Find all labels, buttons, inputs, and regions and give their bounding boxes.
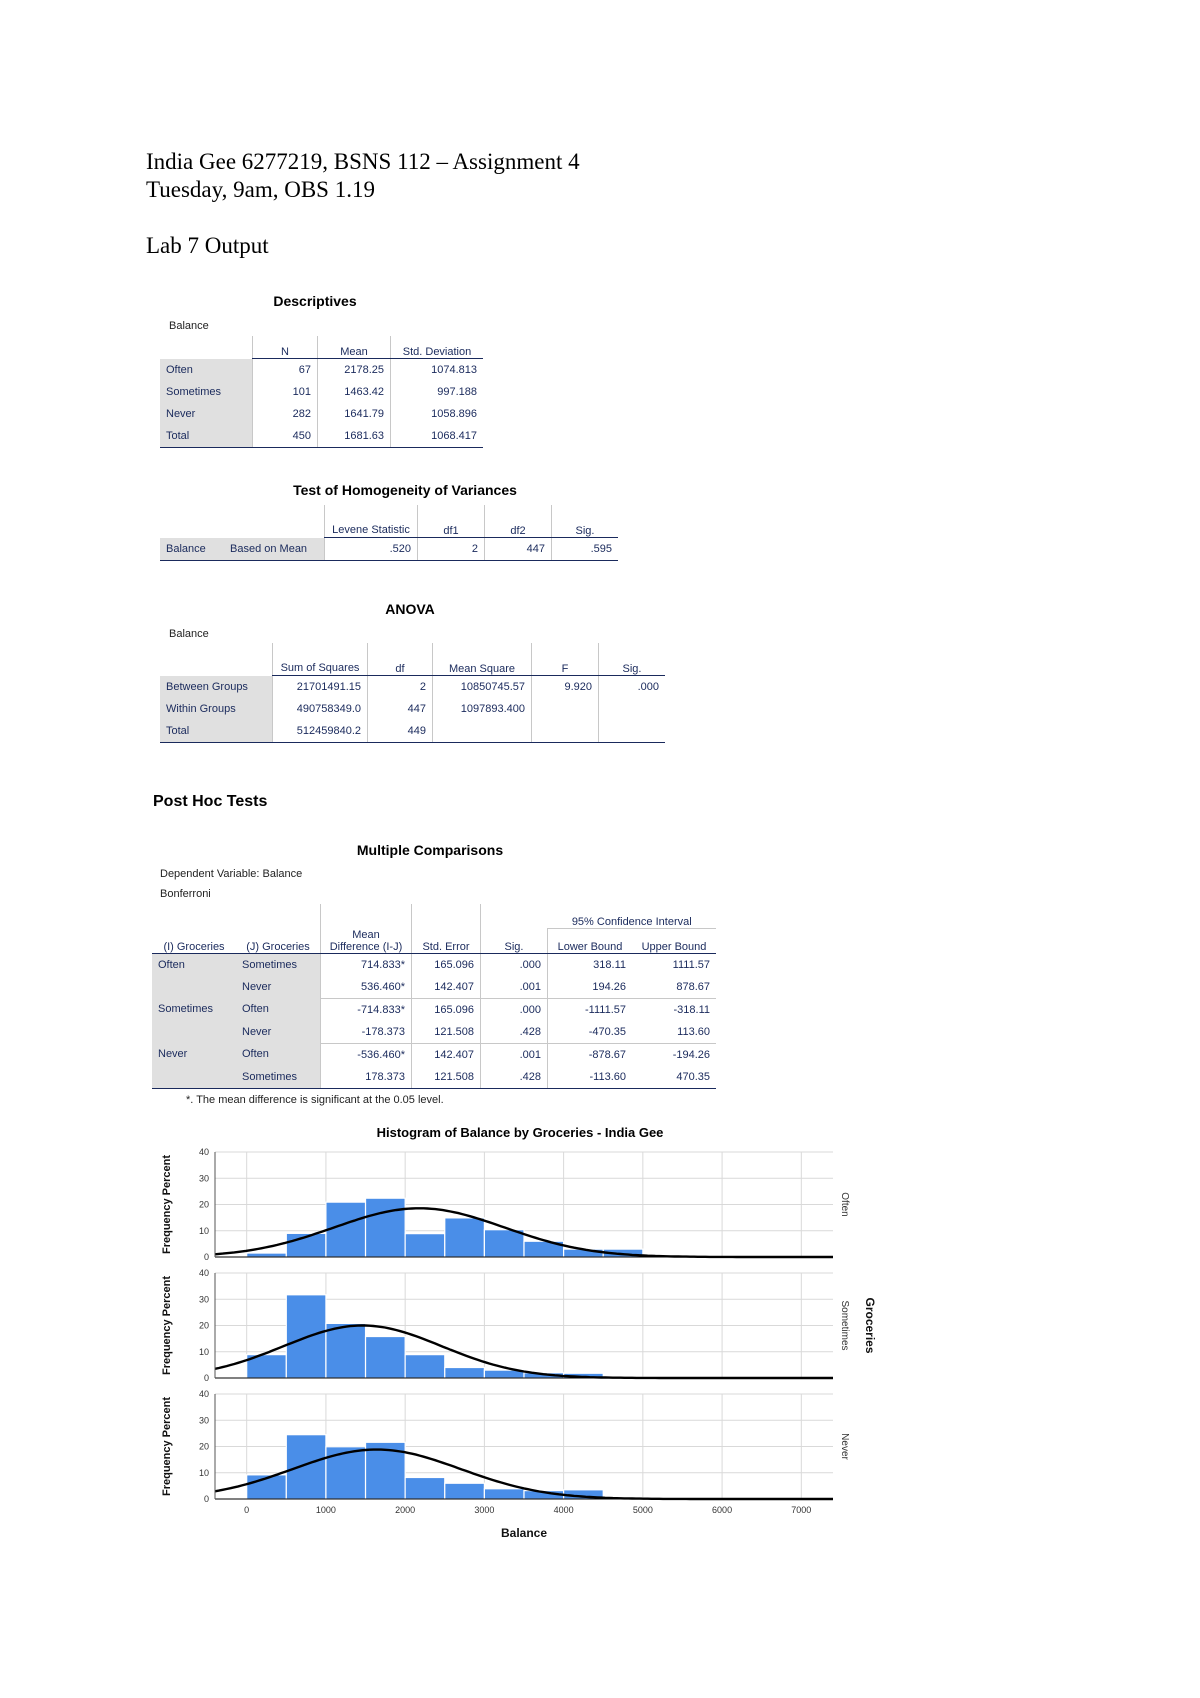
y-tick-label: 20 — [198, 1199, 209, 1210]
y-axis-title: Frequency Percent — [161, 1154, 173, 1255]
histogram-bar — [484, 1489, 524, 1499]
multiple-comparisons-table — [152, 904, 716, 1089]
cell-std-error: 121.508 — [412, 1021, 481, 1044]
cell-upper: 470.35 — [632, 1066, 716, 1089]
histogram-bar — [286, 1435, 326, 1499]
cell-sig — [599, 720, 666, 743]
y-tick-label: 30 — [198, 1415, 209, 1426]
row-label-i: Sometimes — [152, 998, 236, 1021]
cell-sig: .595 — [552, 538, 619, 561]
cell-n: 450 — [253, 425, 318, 448]
corner-cell — [412, 904, 481, 929]
row-label: Based on Mean — [224, 538, 325, 561]
cell-mean-diff: -178.373 — [321, 1021, 412, 1044]
descriptives-title: Descriptives — [273, 293, 357, 309]
cell-sig: .428 — [481, 1021, 548, 1044]
panel-series-label: Often — [839, 1192, 850, 1217]
cell-mean: 1641.79 — [318, 403, 391, 425]
corner-cell — [224, 505, 325, 538]
cell-ms: 1097893.400 — [433, 698, 532, 720]
col-header: F — [532, 643, 599, 676]
row-label: Often — [160, 359, 253, 382]
cell-f — [532, 698, 599, 720]
col-header: N — [253, 336, 318, 359]
cell-df: 2 — [368, 676, 433, 699]
col-header: Mean Square — [433, 643, 532, 676]
row-label-j: Never — [236, 1021, 321, 1044]
corner-cell — [321, 904, 412, 929]
cell-lower: 318.11 — [548, 953, 633, 976]
col-header: Sig. — [481, 929, 548, 954]
cell-ms — [433, 720, 532, 743]
table-row — [160, 359, 483, 382]
y-tick-label: 0 — [203, 1494, 209, 1504]
anova-title: ANOVA — [385, 601, 435, 617]
cell-ss: 512459840.2 — [273, 720, 368, 743]
cell-lower: 194.26 — [548, 976, 633, 999]
col-header: df1 — [418, 505, 485, 538]
cell-mean-diff: -536.460* — [321, 1043, 412, 1066]
histogram-chart — [150, 1140, 890, 1555]
table-row — [152, 976, 716, 999]
col-header: Upper Bound — [632, 929, 716, 954]
anova-dv: Balance — [169, 628, 209, 640]
x-axis-title: Balance — [500, 1526, 548, 1540]
row-label-i: Often — [152, 953, 236, 976]
x-tick-label: 1000 — [315, 1505, 336, 1515]
corner-cell — [160, 505, 224, 538]
y-tick-label: 0 — [203, 1373, 209, 1383]
col-header: Mean Difference (I-J) — [321, 929, 412, 954]
panel-group-label: Groceries — [863, 1297, 877, 1354]
posthoc-heading: Post Hoc Tests — [153, 793, 268, 810]
col-header: df2 — [485, 505, 552, 538]
cell-mean: 1681.63 — [318, 425, 391, 448]
table-row — [152, 1043, 716, 1066]
y-tick-label: 0 — [203, 1252, 209, 1262]
y-tick-label: 40 — [198, 1389, 209, 1399]
corner-cell — [152, 904, 236, 929]
row-label: Total — [160, 425, 253, 448]
cell-lower: -878.67 — [548, 1043, 633, 1066]
significance-footnote: *. The mean difference is significant at the 0.05 level. — [186, 1094, 444, 1106]
cell-df: 447 — [368, 698, 433, 720]
descriptives-dv: Balance — [169, 320, 209, 332]
doc-section-title: Lab 7 Output — [146, 233, 269, 258]
histogram-bar — [326, 1447, 366, 1499]
x-tick-label: 5000 — [632, 1505, 653, 1515]
row-label: Sometimes — [160, 381, 253, 403]
table-row — [160, 676, 665, 699]
cell-upper: 878.67 — [676, 980, 710, 993]
cell-sig: .001 — [481, 976, 548, 999]
histogram-bar — [484, 1230, 524, 1257]
corner-cell — [236, 904, 321, 929]
histogram-bar — [405, 1355, 445, 1378]
cell-std-error: 121.508 — [412, 1066, 481, 1089]
col-header: Sum of Squares — [273, 643, 368, 676]
x-tick-label: 0 — [244, 1505, 250, 1515]
corner-cell — [481, 904, 548, 929]
cell-ss: 490758349.0 — [273, 698, 368, 720]
multiple-comparisons-title: Multiple Comparisons — [356, 842, 504, 858]
x-tick-label: 2000 — [395, 1505, 416, 1515]
cell-mean-diff: -714.833* — [321, 998, 412, 1021]
cell-sig: .001 — [481, 1043, 548, 1066]
corner-cell — [160, 643, 273, 676]
row-label-j: Sometimes — [236, 953, 321, 976]
table-row — [152, 1066, 716, 1089]
homogeneity-title: Test of Homogeneity of Variances — [293, 482, 517, 498]
row-label: Between Groups — [160, 676, 273, 699]
table-row — [152, 998, 716, 1021]
row-label-j: Never — [236, 976, 321, 999]
y-tick-label: 40 — [198, 1147, 209, 1157]
y-tick-label: 40 — [198, 1268, 209, 1278]
cell-upper: 1111.57 — [672, 958, 710, 971]
y-tick-label: 20 — [198, 1441, 209, 1452]
col-header: Mean — [318, 336, 391, 359]
table-row — [160, 698, 665, 720]
cell-std-error: 142.407 — [412, 976, 481, 999]
table-row — [152, 953, 716, 976]
dependent-variable-note: Dependent Variable: Balance — [160, 868, 303, 880]
cell-sd: 1058.896 — [391, 403, 484, 425]
row-label: Never — [160, 403, 253, 425]
col-header: (J) Groceries — [236, 929, 321, 954]
cell-upper: -318.11 — [632, 998, 716, 1021]
histogram-bar — [366, 1198, 406, 1257]
ci-header: 95% Confidence Interval — [548, 904, 717, 929]
col-header: (I) Groceries — [152, 929, 236, 954]
cell-mean: 2178.25 — [318, 359, 391, 382]
row-label-i — [152, 1066, 236, 1089]
cell-std-error: 165.096 — [412, 953, 481, 976]
cell-mean-diff: 536.460* — [321, 976, 412, 999]
cell-lower: -470.35 — [548, 1021, 633, 1044]
cell-lower: -113.60 — [548, 1066, 633, 1089]
y-axis-title: Frequency Percent — [161, 1275, 173, 1376]
row-label-j: Often — [236, 998, 321, 1021]
doc-title-line1: India Gee 6277219, BSNS 112 – Assignment 4 — [146, 149, 580, 174]
x-tick-label: 7000 — [791, 1505, 812, 1515]
row-label-j: Often — [236, 1043, 321, 1066]
panel-series-label: Never — [839, 1433, 850, 1460]
homogeneity-table — [160, 505, 618, 561]
col-header: Std. Error — [412, 929, 481, 954]
cell-upper: -194.26 — [632, 1043, 716, 1066]
cell-mean-diff: 714.833* — [321, 953, 412, 976]
cell-ms: 10850745.57 — [433, 676, 532, 699]
row-label-i — [152, 976, 236, 999]
histogram-bar — [247, 1253, 287, 1257]
table-row — [160, 381, 483, 403]
cell-lower: -1111.57 — [548, 998, 633, 1021]
table-row — [160, 425, 483, 448]
cell-sig: .000 — [481, 998, 548, 1021]
descriptives-table — [160, 336, 483, 448]
row-label-i — [152, 1021, 236, 1044]
y-tick-label: 30 — [198, 1173, 209, 1184]
table-row — [160, 538, 618, 561]
histogram-bar — [445, 1218, 485, 1257]
col-header: Lower Bound — [548, 929, 633, 954]
col-header: Levene Statistic — [325, 505, 418, 538]
cell-sd: 1068.417 — [391, 425, 484, 448]
table-row — [160, 403, 483, 425]
histogram-bar — [405, 1477, 445, 1499]
histogram-bar — [326, 1202, 366, 1257]
cell-n: 101 — [253, 381, 318, 403]
histogram-bar — [445, 1483, 485, 1499]
cell-sd: 997.188 — [391, 381, 484, 403]
histogram-bar — [405, 1234, 445, 1257]
y-axis-title: Frequency Percent — [161, 1396, 173, 1497]
cell-n: 282 — [253, 403, 318, 425]
cell-mean: 1463.42 — [318, 381, 391, 403]
cell-std-error: 142.407 — [412, 1043, 481, 1066]
cell-f: 9.920 — [532, 676, 599, 699]
panel-series-label: Sometimes — [839, 1300, 850, 1351]
col-header: Sig. — [552, 505, 619, 538]
row-label-j: Sometimes — [236, 1066, 321, 1089]
y-tick-label: 10 — [198, 1225, 209, 1236]
histogram-bar — [326, 1323, 366, 1378]
col-header: Sig. — [599, 643, 666, 676]
cell-sig — [599, 698, 666, 720]
x-tick-label: 4000 — [553, 1505, 574, 1515]
y-tick-label: 20 — [198, 1320, 209, 1331]
doc-title-line2: Tuesday, 9am, OBS 1.19 — [146, 177, 375, 202]
anova-table — [160, 643, 665, 743]
cell-mean-diff: 178.373 — [321, 1066, 412, 1089]
cell-sig: .000 — [599, 676, 666, 699]
col-header: Std. Deviation — [391, 336, 484, 359]
row-label-i: Never — [152, 1043, 236, 1066]
corner-cell — [160, 336, 253, 359]
x-tick-label: 3000 — [474, 1505, 495, 1515]
cell-std-error: 165.096 — [412, 998, 481, 1021]
cell-upper: 113.60 — [677, 1025, 710, 1038]
cell-sig: .000 — [481, 953, 548, 976]
histogram-title: Histogram of Balance by Groceries - India Gee — [376, 1125, 664, 1140]
col-header: df — [368, 643, 433, 676]
y-tick-label: 30 — [198, 1294, 209, 1305]
table-row — [152, 1021, 716, 1044]
cell-f — [532, 720, 599, 743]
row-label: Within Groups — [160, 698, 273, 720]
table-row — [160, 720, 665, 743]
cell-levene: .520 — [325, 538, 418, 561]
y-tick-label: 10 — [198, 1467, 209, 1478]
histogram-bar — [445, 1368, 485, 1379]
cell-sd: 1074.813 — [391, 359, 484, 382]
cell-ss: 21701491.15 — [273, 676, 368, 699]
histogram-bar — [366, 1337, 406, 1378]
cell-sig: .428 — [481, 1066, 548, 1089]
cell-df: 449 — [368, 720, 433, 743]
cell-df1: 2 — [418, 538, 485, 561]
x-tick-label: 6000 — [712, 1505, 733, 1515]
cell-df2: 447 — [485, 538, 552, 561]
y-tick-label: 10 — [198, 1346, 209, 1357]
row-label: Total — [160, 720, 273, 743]
cell-n: 67 — [253, 359, 318, 382]
method-note: Bonferroni — [160, 888, 211, 900]
row-label: Balance — [160, 538, 224, 561]
